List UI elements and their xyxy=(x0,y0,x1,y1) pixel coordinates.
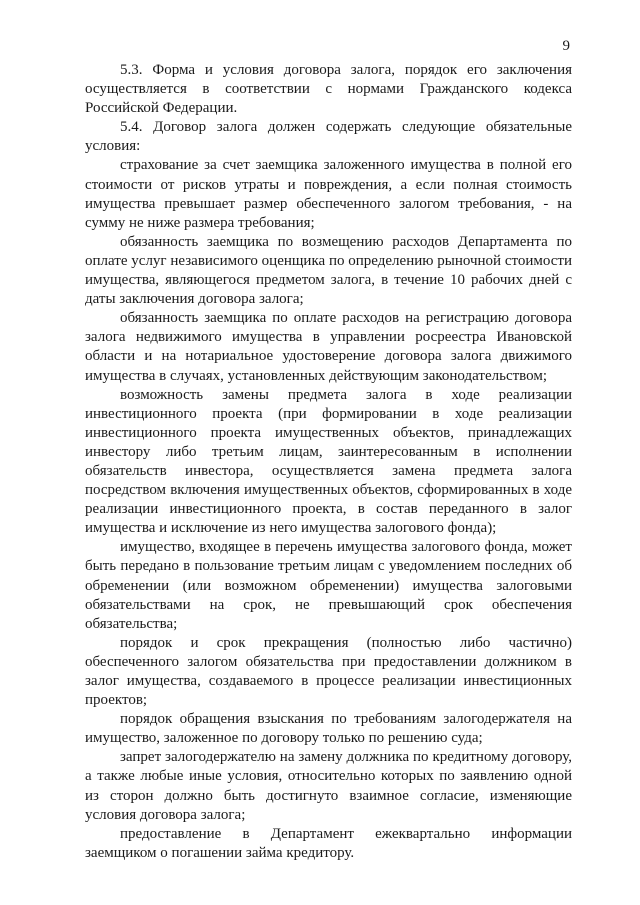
condition-registration-costs: обязанность заемщика по оплате расходов на регистрацию договора залога недвижимого имущества в управлении росреестра Ивановской области и на нотариальное удостоверение договора залога движимого имущества в случаях, установленных действующим законодательством; xyxy=(85,310,572,384)
document-body xyxy=(85,61,572,863)
condition-debtor-replacement-ban: запрет залогодержателю на замену должника по кредитному договору, а также любые иные условия, относительно которых по заявлению одной из сторон должно быть достигнуто взаимное согласие, изменяющие условия договора залога; xyxy=(85,749,572,823)
condition-termination-order: порядок и срок прекращения (полностью либо частично) обеспеченного залогом обязательства при предоставлении должником в залог имущества, создаваемого в процессе реализации инвестиционных проектов; xyxy=(85,634,572,709)
condition-third-party-use: имущество, входящее в перечень имущества залогового фонда, может быть передано в пользование третьим лицам с уведомлением последних об обременении (или возможном обременении) имущества залоговыми обязательствами на срок, не превышающий срок обеспечения обязательства; xyxy=(85,539,572,632)
condition-quarterly-reporting: предоставление в Департамент ежеквартально информации заемщиком о погашении займа кредитору. xyxy=(85,825,572,861)
condition-foreclosure-order: порядок обращения взыскания по требованиям залогодержателя на имущество, заложенное по договору только по решению суда; xyxy=(85,711,572,747)
condition-insurance: страхование за счет заемщика заложенного имущества в полной его стоимости от рисков утраты и повреждения, а если полная стоимость имущества превышает размер обеспеченного залогом требования, - на сумму не ниже размера требования; xyxy=(85,157,572,231)
condition-collateral-replacement: возможность замены предмета залога в ходе реализации инвестиционного проекта (при формировании в ходе реализации инвестиционного проекта имущественных объектов, принадлежащих инвестору либо третьим лицам, заинтересованным в исполнении обязательств инвестора, осуществляется замена предмета залога посредством включения имущественных объектов, сформированных в ходе реализации инвестиционного проекта, в состав переданного в залог имущества и исключение из него имущества залогового фонда); xyxy=(85,386,572,537)
paragraph-5-4: 5.4. Договор залога должен содержать следующие обязательные условия: xyxy=(85,119,572,155)
paragraph-5-3: 5.3. Форма и условия договора залога, порядок его заключения осуществляется в соответствии с нормами Гражданского кодекса Российской Федерации. xyxy=(85,62,572,117)
condition-appraisal-costs: обязанность заемщика по возмещению расходов Департамента по оплате услуг независимого оценщика по определению рыночной стоимости имущества, являющегося предметом залога, в течение 10 рабочих дней с даты заключения договора залога; xyxy=(85,233,572,308)
page-number: 9 xyxy=(562,38,570,54)
